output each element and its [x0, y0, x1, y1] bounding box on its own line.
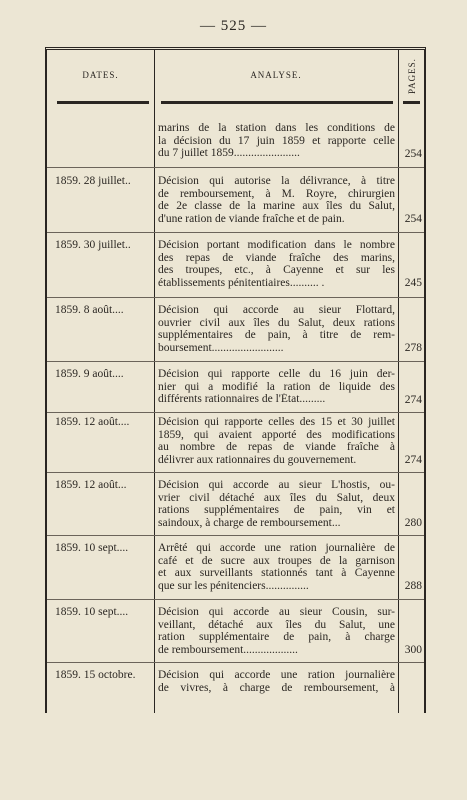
entry-line: Décision qui accorde au sieur Cousin, sur- [158, 606, 395, 618]
entry-line: de remboursement, à M. Royre, chirurgien [158, 187, 395, 200]
header-rule [57, 101, 149, 104]
entry-line: saindoux, à charge de remboursement... [158, 516, 341, 529]
entry-date: 1859. 8 août.... [55, 304, 124, 316]
entry-page: 274 [404, 454, 422, 466]
entry-page: 288 [404, 580, 422, 592]
entry-line: 1859, qui avaient apporté des modifications [158, 428, 395, 441]
row-separator [47, 361, 424, 362]
entry-date: 1859. 12 août... [55, 479, 127, 491]
table-frame [45, 47, 426, 713]
entry-analysis [158, 239, 395, 289]
row-separator [47, 472, 424, 473]
entry-line: veillant, détaché aux îles du Salut, une [158, 618, 395, 631]
entry-line: rations supplémentaires de pain, vin et [158, 504, 395, 517]
entry-page: 245 [404, 277, 422, 289]
entry-line: ration supplémentaire de pain, à charge [158, 631, 395, 644]
entry-line: de remboursement................... [158, 643, 298, 656]
entry-date: 1859. 28 juillet.. [55, 175, 131, 187]
entry-line: vrier civil détaché aux îles du Salut, deux [158, 491, 395, 504]
entry-line: délivrer aux rationnaires du gouvernement. [158, 453, 357, 466]
entry-analysis [158, 669, 395, 694]
row-separator [47, 167, 424, 168]
entry-line: au nombre de repas de viande fraîche à [158, 441, 395, 454]
row-separator [47, 535, 424, 536]
entry-line: supplémentaires de pain, à titre de rem- [158, 329, 395, 342]
entry-line: marins de la station dans les conditions de [158, 122, 395, 134]
entry-line: et aux surveillants stationnés tant à Cayenne [158, 567, 395, 580]
header-dates: DATES. [82, 70, 119, 80]
entry-line: Arrêté qui accorde une ration journalière de [158, 542, 395, 554]
entry-analysis [158, 304, 395, 354]
entry-analysis [158, 175, 395, 225]
entry-line: des repas de viande fraîche des marins, [158, 251, 395, 264]
entry-page: 278 [404, 342, 422, 354]
entry-page: 254 [404, 213, 422, 225]
entry-line: boursement......................... [158, 341, 284, 354]
entry-line: établissements pénitentiaires.......... . [158, 276, 325, 289]
column-divider [398, 50, 399, 713]
entry-date: 1859. 30 juillet.. [55, 239, 131, 251]
entry-date: 1859. 15 octobre. [55, 669, 136, 681]
entry-analysis [158, 542, 395, 592]
entry-analysis [158, 368, 395, 406]
entry-analysis [158, 416, 395, 466]
header-pages: PAGES. [407, 58, 417, 94]
entry-line: Décision qui autorise la délivrance, à titre [158, 175, 395, 187]
header-rule [161, 101, 393, 104]
header-analyse: ANALYSE. [250, 70, 302, 80]
row-separator [47, 412, 424, 413]
entry-page: 300 [404, 644, 422, 656]
entry-analysis [158, 479, 395, 529]
entry-line: d'une ration de viande fraîche et de pain. [158, 212, 345, 225]
entry-page: 274 [404, 394, 422, 406]
entry-line: du 7 juillet 1859....................... [158, 147, 300, 160]
entry-line: Décision portant modification dans le nombre [158, 239, 395, 251]
entry-line: nier qui a modifié la ration de liquide des [158, 380, 395, 393]
entry-line: Décision qui accorde une ration journalière [158, 669, 395, 681]
header-rule [403, 101, 420, 104]
entry-line: café et de sucre aux troupes de la garnison [158, 554, 395, 567]
row-separator [47, 297, 424, 298]
entry-analysis [158, 606, 395, 656]
entry-date: 1859. 10 sept.... [55, 542, 129, 554]
entry-line: Décision qui rapporte celle du 16 juin der- [158, 368, 395, 380]
entry-line: différents rationnaires de l'État......... [158, 393, 326, 406]
page-number: — 525 — [200, 18, 267, 34]
entry-date: 1859. 9 août.... [55, 368, 124, 380]
entry-line: Décision qui rapporte celles des 15 et 30 juillet [158, 416, 395, 428]
entry-line: que sur les pénitenciers............... [158, 579, 309, 592]
entry-line: la décision du 17 juin 1859 et rapporte celle [158, 134, 395, 147]
entry-line: Décision qui accorde au sieur Flottard, [158, 304, 395, 316]
entry-date: 1859. 12 août.... [55, 416, 130, 428]
entry-line: des troupes, etc., à Cayenne et sur les [158, 264, 395, 277]
entry-line: de vivres, à charge de remboursement, à [158, 681, 395, 694]
row-separator [47, 599, 424, 600]
entry-page: 280 [404, 517, 422, 529]
entry-date: 1859. 10 sept.... [55, 606, 129, 618]
entry-analysis [158, 122, 395, 160]
row-separator [47, 662, 424, 663]
entry-line: Décision qui accorde au sieur L'hostis, ou- [158, 479, 395, 491]
entry-page: 254 [404, 148, 422, 160]
entry-line: de 2e classe de la marine aux îles du Salut, [158, 200, 395, 213]
entry-line: ouvrier civil aux îles du Salut, deux rations [158, 316, 395, 329]
row-separator [47, 232, 424, 233]
